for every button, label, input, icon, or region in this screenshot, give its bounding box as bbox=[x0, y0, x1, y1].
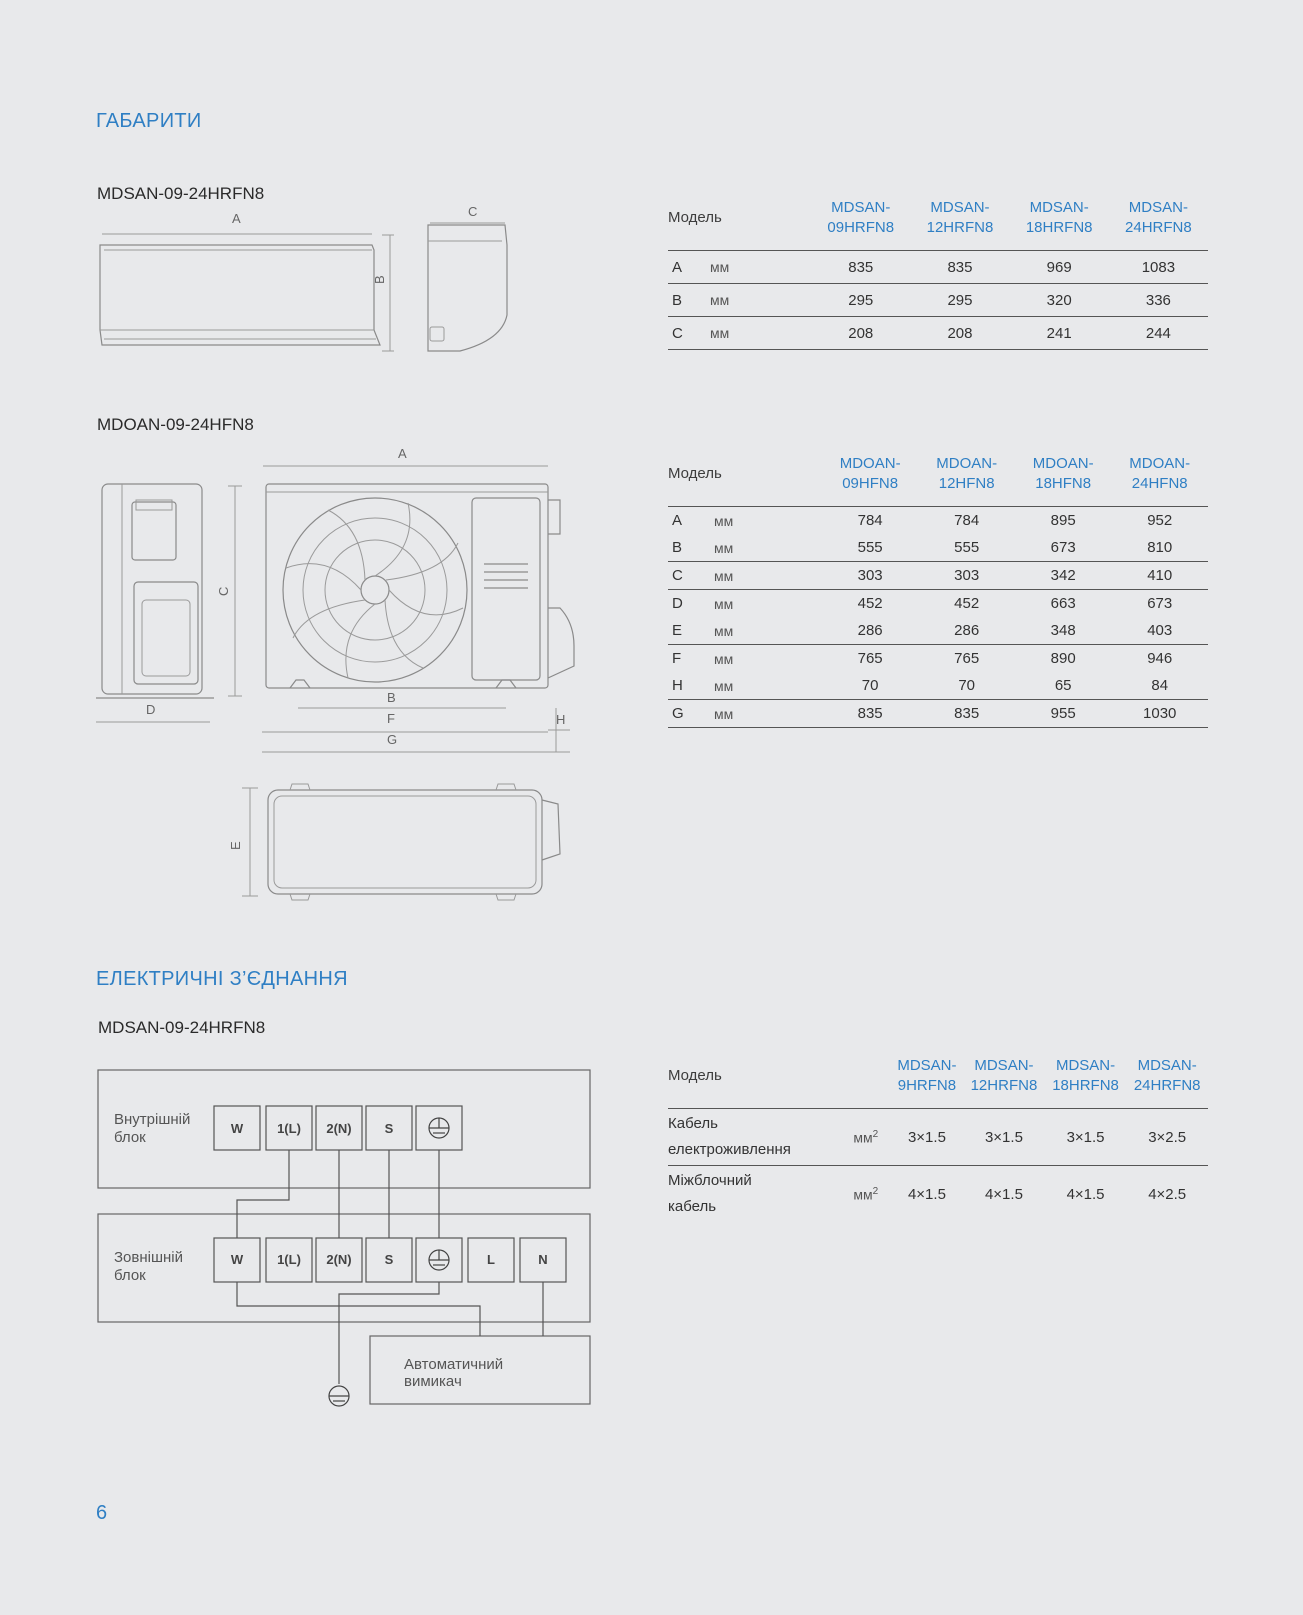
table-row: G мм 835 835 955 1030 bbox=[668, 700, 1208, 728]
table-header-model: MDSAN- 18HRFN8 bbox=[1025, 199, 1093, 236]
table-row: E мм 286 286 348 403 bbox=[668, 617, 1208, 645]
dim-label-b: B bbox=[387, 690, 396, 705]
outdoor-dimensions-table bbox=[668, 454, 1208, 728]
svg-text:L: L bbox=[487, 1252, 495, 1267]
section-title-dimensions: ГАБАРИТИ bbox=[96, 110, 202, 132]
dim-label-c: C bbox=[216, 586, 231, 596]
earth-ground-icon bbox=[329, 1386, 349, 1406]
outdoor-front-drawing bbox=[258, 448, 598, 768]
interconnect-wires bbox=[237, 1150, 439, 1238]
wiring-diagram bbox=[96, 1066, 606, 1426]
table-header-row: Модель MDOAN- 09HFN8 MDOAN- 12HFN8 MDOAN- 18HFN8 MDOAN- 24HFN8 bbox=[668, 454, 1208, 507]
breaker-label-line1: Автоматичний bbox=[404, 1356, 504, 1373]
table-row: D мм 452 452 663 673 bbox=[672, 595, 1173, 612]
table-row: C мм 303 303 342 410 bbox=[668, 562, 1208, 590]
table-header-model: MDSAN- 24HRFN8 bbox=[1133, 1057, 1201, 1094]
svg-text:S: S bbox=[384, 1252, 394, 1267]
breaker-label-line2: вимикач bbox=[404, 1373, 462, 1390]
section-title-electrical: ЕЛЕКТРИЧНІ З’ЄДНАННЯ bbox=[96, 968, 348, 990]
table-header-model: MDSAN- 09HRFN8 bbox=[827, 199, 895, 236]
electrical-model-label: MDSAN-09-24HRFN8 bbox=[98, 1018, 266, 1037]
terminal-label: 2(N) bbox=[326, 1121, 352, 1136]
table-row: B мм 555 555 673 810 bbox=[668, 534, 1208, 562]
table-header-row bbox=[668, 198, 1208, 251]
table-header-model: MDSAN- 24HRFN8 bbox=[1125, 199, 1192, 236]
dim-label-e: E bbox=[228, 841, 243, 850]
cable-table bbox=[668, 1056, 1208, 1222]
fan-grille-outer bbox=[283, 498, 467, 682]
outdoor-side-body bbox=[102, 484, 202, 694]
terminal-label: W bbox=[230, 1121, 244, 1136]
table-header-model: MDOAN- 09HFN8 bbox=[839, 455, 901, 492]
table-header-label: Модель bbox=[668, 209, 722, 226]
table-header-model: MDSAN- 18HRFN8 bbox=[1052, 1057, 1119, 1094]
terminal-label: 1(L) bbox=[277, 1121, 301, 1136]
outdoor-access-panel bbox=[472, 498, 540, 680]
svg-text:N: N bbox=[538, 1252, 548, 1267]
dim-label-a: A bbox=[232, 211, 241, 226]
outdoor-top-body bbox=[268, 790, 542, 894]
indoor-block-label-line1: Внутрішній bbox=[114, 1111, 191, 1128]
table-row: B мм 295 295 320 336 bbox=[668, 284, 1208, 317]
indoor-side-body bbox=[428, 225, 507, 351]
indoor-model-label: MDSAN-09-24HRFN8 bbox=[97, 184, 265, 203]
fan-hub bbox=[361, 576, 389, 604]
page-number: 6 bbox=[96, 1502, 108, 1524]
ground-icon bbox=[429, 1250, 449, 1270]
dim-label-d: D bbox=[146, 702, 156, 717]
dim-label-c: C bbox=[468, 204, 478, 219]
table-header-model: MDSAN- 9HRFN8 bbox=[897, 1057, 957, 1094]
dim-label-g: G bbox=[387, 732, 398, 747]
outdoor-side-drawing bbox=[92, 470, 252, 730]
outdoor-terminals bbox=[214, 1238, 566, 1282]
table-header-model: MDOAN- 24HFN8 bbox=[1129, 455, 1191, 492]
indoor-unit-drawing bbox=[90, 205, 510, 365]
outdoor-block-label-line2: блок bbox=[114, 1267, 146, 1284]
dim-label-b: B bbox=[372, 275, 387, 284]
indoor-block-label-line2: блок bbox=[114, 1129, 146, 1146]
table-row: Кабель електроживлення $мм^2$ 3×1.5 3×1.5 3×1.5 3×2.5 bbox=[668, 1109, 1208, 1166]
table-header-model: MDSAN- 12HRFN8 bbox=[926, 199, 994, 236]
ground-icon bbox=[429, 1118, 449, 1138]
table-row: C мм 208 208 241 244 bbox=[668, 317, 1208, 350]
table-row: H мм 70 70 65 84 bbox=[668, 672, 1208, 700]
table-header-model: MDOAN- 12HFN8 bbox=[936, 455, 998, 492]
indoor-terminals bbox=[214, 1106, 462, 1150]
table-row: A мм 835 835 969 1083 bbox=[668, 251, 1208, 284]
fan-blades bbox=[286, 503, 463, 678]
table-row: F мм 765 765 890 946 bbox=[672, 650, 1173, 667]
table-row: Міжблочний кабель $мм^2$ 4×1.5 4×1.5 4×1.5 4×2.5 bbox=[668, 1172, 1187, 1215]
svg-text:2(N): 2(N) bbox=[326, 1252, 352, 1267]
outdoor-block-label-line1: Зовнішній bbox=[114, 1249, 184, 1266]
table-header-row: Модель MDSAN- 9HRFN8 MDSAN- 12HRFN8 MDSAN- 18HRFN8 MDSAN- 24HRFN8 bbox=[668, 1056, 1208, 1109]
table-row: A мм 784 784 895 952 bbox=[672, 512, 1173, 529]
terminal-label: S bbox=[384, 1121, 394, 1136]
table-header-model: MDSAN- 12HRFN8 bbox=[970, 1057, 1038, 1094]
dim-label-f: F bbox=[387, 711, 395, 726]
table-header-model: MDOAN- 18HFN8 bbox=[1032, 455, 1094, 492]
outdoor-top-drawing bbox=[228, 778, 588, 918]
outdoor-model-label: MDOAN-09-24HFN8 bbox=[97, 415, 254, 434]
svg-text:1(L): 1(L) bbox=[277, 1252, 301, 1267]
svg-text:W: W bbox=[230, 1252, 244, 1267]
dim-label-a: A bbox=[398, 446, 407, 461]
dim-label-h: H bbox=[556, 712, 566, 727]
indoor-dimensions-table bbox=[668, 198, 1208, 350]
